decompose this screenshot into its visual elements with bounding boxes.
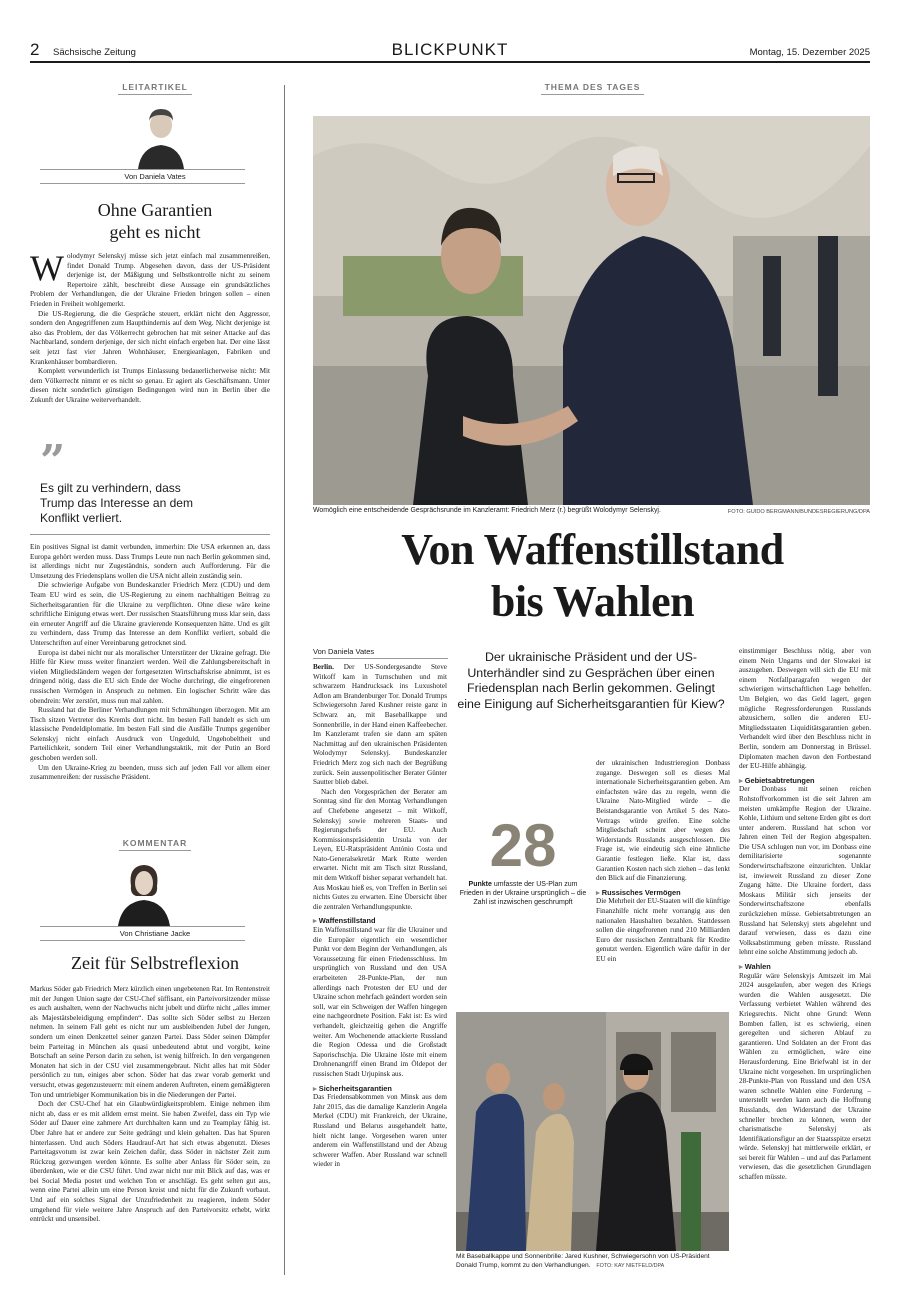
subhead-russisches-vermoegen: ▸ Russisches Vermögen (596, 888, 730, 898)
photo-caption: Womöglich eine entscheidende Gesprächsrunde im Kanzleramt: Friedrich Merz (r.) begrüßt Wolodymyr Selenskyj. (313, 507, 661, 514)
pull-quote (40, 436, 270, 526)
deck: Der ukrainische Präsident und der US-Unterhändler sind zu Gesprächen über einen Friedensplan nach Berlin gekommen. Gelingt eine Einigung auf Sicherheitsgarantien für Kiew? (457, 650, 725, 711)
main-headline-line-2: bis Wahlen (490, 577, 695, 626)
thema-c1-para-2: Nach den Vorgesprächen der Berater am Sonntag sind für den Montag Verhandlungen auf Chefebene angesetzt – mit Witkoff, Selenskyj sowie mehreren Staats- und Regierungschefs der EU. Auch Kommissionspräsidentin Ursula von der Leyen, EU-Ratspräsident António Costa und Nato-Generalsekretär Mark Rutte werden erwartet. Nicht mit am Tisch sitzt Russland, mit dem Witkoff bisher separat verhandelt hat. Aus Moskau hieß es, von Treffen in Berlin sei nichts Gutes zu erwarten. Eine Übersicht über die zentralen Verhandlungspunkte. (313, 787, 447, 911)
thema-c3-para-1: einstimmiger Beschluss nötig, aber von einem Nein Ungarns und der Slowakei ist auszugehen. Deswegen will sich die EU mit einem Notfallparagrafen wegen der schwierigen wirtschaftlichen Lage behelfen. Um Belgien, wo das Geld lagert, gegen mögliche Regressforderungen Russlands abzusichern, sollen die anderen EU-Mitgliedsstaaten Liquiditätsgarantien geben. Verhandelt wird über den Beschluss nicht in Berlin, sondern am Donnerstag in Brüssel. Diplomaten machen davon den Fortbestand der EU-Hilfe abhängig. (739, 647, 871, 771)
thema-byline: Von Daniela Vates (313, 647, 375, 656)
avatar-daniela-vates (133, 103, 189, 169)
thema-byline-rule (313, 658, 448, 659)
avatar-christiane-jacke (114, 860, 174, 926)
leitartikel-para-6: Europa ist dabei nicht nur als moralischer Unterstützer der Ukraine gefragt. Die Hilfe für Kiew muss weiter finanziert werden. Weil die Zahlungsbereitschaft in vielen Mitgliedsländern wegen der fortgesetzten Wirtschaftskrise abnimmt, ist es dringend nötig, dass die EU sich Ende der Woche durchringt, die eingefrorenen russischen Vermögen in Anspruch zu nehmen. Ein logischer Schritt wäre das obendrein: Wer zerstört, muss nun mal zahlen. (30, 648, 270, 705)
header-rule (30, 61, 870, 63)
issue-date: Montag, 15. Dezember 2025 (749, 47, 870, 58)
kicker-kommentar: KOMMENTAR (30, 838, 280, 851)
byline-rule (40, 169, 245, 170)
byline-leitartikel: Von Daniela Vates (124, 172, 186, 181)
second-photo-caption-text: Mit Baseballkappe und Sonnenbrille: Jared Kushner, Schwiegersohn von US-Präsident Donald Trump, kommt zu den Verhandlungen. (456, 1253, 710, 1269)
kommentar-para-2: Doch der CSU-Chef hat ein Glaubwürdigkeitsproblem. Einige nehmen ihm nicht ab, dass er es mit alldem ernst meint. Sie haben Zweifel, dass ein Typ wie Söder auf Dauer eine zahmere Art durchhalten kann und zu Teamplay fähig ist. Über Jahre hat er andere zur Seite gedrängt und klein gehalten. Das hat Spuren hinterlassen. Und auch Söders Haudrauf-Art hat sich etwas abgenutzt. Dieses Parteitagsvotum ist zwar kein Zeichen dafür, dass Söder in nächster Zeit zum Rückzug gezwungen werden könnte. Es sollte aber Anlass für Söder sein, zu überdenken, wie er die CSU führt. Und zwar nicht nur mit Blick auf das, was er bei Social Media postet und welchen Ton er anschlägt. Es geht selten gut aus, wenn eine Partei allein um eine Person kreist und nicht für die Zukunft vorbaut. Und auf ein solches Signal der Unzufriedenheit zu reagieren, indem Söder umgehend für viele weitere Jahre Anspruch auf den Parteivorsitz erhebt, wirkt entrückt und unsensibel. (30, 1100, 270, 1224)
thema-c1-para-1: Der US-Sondergesandte Steve Witkoff kam in Turnschuhen und mit schwarzem Handrucksack ins Luxushotel Adlon am Brandenburger Tor. Donald Trumps Schwiegersohn Jared Kushner reiste ganz in Schwarz an, mit Baseballkappe und Sonnenbrille, in der Hand einen Kaffeebecher. Im Kanzleramt trafen sie dann am späten Nachmittag auf den ukrainischen Präsidenten Wolodymyr Selenskyj. Bundeskanzler Friedrich Merz zog sich nach der Begrüßung zurück. Sein aussenpolitischer Berater Günter Sautter blieb dabei. (313, 663, 447, 787)
thema-col-2 (596, 759, 730, 964)
leitartikel-para-2: Die US-Regierung, die die Gespräche steuert, erklärt nicht den Aggressor, sondern den Angegriffenen zum Haupthindernis auf dem Weg. Nicht derjenige ist also das Problem, der das Völkerrecht gebrochen hat mit seiner Attacke auf das Nachbarland, sondern derjenige, der sich nicht einfach ergeben hat. Der eine lässt seit jetzt fast vier Jahren Wohnhäuser, Energieanlagen, Fabriken und Krankenhäuser bombardieren. (30, 309, 270, 366)
main-photo (313, 116, 870, 505)
big-number: 28 (489, 812, 557, 879)
subhead-sicherheitsgarantien: ▸ Sicherheitsgarantien (313, 1084, 447, 1094)
leitartikel-body-top (30, 248, 270, 406)
second-photo-caption (456, 1253, 729, 1270)
section-title: BLICKPUNKT (391, 40, 509, 59)
main-headline-line-1: Von Waffenstillstand (401, 525, 784, 574)
dropcap: W (30, 248, 64, 288)
main-headline (300, 524, 885, 628)
big-number-caption-bold: Punkte (468, 881, 492, 888)
headline-leitartikel (30, 199, 280, 243)
byline-rule-4 (40, 940, 245, 941)
subhead-gebietsabtretungen: ▸ Gebietsabtretungen (739, 776, 871, 786)
big-number-caption-text: umfasste der US-Plan zum Frieden in der Ukraine ursprünglich – die Zahl ist inzwischen geschrumpft (459, 881, 587, 906)
thema-c3-para-3: Regulär wäre Selenskyjs Amtszeit im Mai 2024 ausgelaufen, aber wegen des Kriegs wurden die Wahlen ausgesetzt. Die Verfassung verbietet Wahlen während des Kriegsrechts. Nicht ohne Grund: Wenn Bomben fallen, ist es schwierig, einen geregelten und sicheren Ablauf zu garantieren. Und Soldaten an der Front das Wählen zu ermöglichen, wäre eine Herausforderung. Eine Briefwahl ist in der Ukraine nicht vorgesehen. Im ursprünglichen 28-Punkte-Plan von Russland und den USA waren schnelle Wahlen eine Forderung – unterstellt werden kann auch die Hoffnung Russlands, den Widerstand der Ukraine schneller brechen zu können, wenn der charismatische Selenskyj als Identifikationsfigur an der Staatsspitze ersetzt würde. Selenskyj hat mittlerweile erklärt, er sei bereit für Wahlen – und auf das Parlament verwiesen, das die gesetzlichen Grundlagen schaffen müsste. (739, 971, 871, 1182)
thema-c3-para-2: Der Donbass mit seinen reichen Rohstoffvorkommen ist die seit Jahren am meisten umkämpfte Region der Ukraine. Kohle, Lithium und seltene Erden gibt es dort unter anderem. Russland hat schon vor Jahren einen Teil der Region abgespalten. Die USA schlugen nun vor, im Donbass eine demilitarisierte sogenannte Sonderwirtschaftszone einzurichten. Unklar ist, inwieweit Russland zu dieser Zone Zugang hätte. Die Ukraine fordert, dass Moskaus Militär sich jenseits der Sonderwirtschaftszone ebenfalls zurückziehen müsse. Gebietsabtretungen an Russland hat Selenskyj stets abgelehnt und darauf verwiesen, dass es dazu eine Volksabstimmung geben müsste. Russland lehnt eine solche Abstimmung jedoch ab. (739, 785, 871, 957)
quote-mark-icon: ” (40, 436, 66, 487)
leitartikel-body-bottom (30, 543, 270, 783)
byline-rule-2 (40, 183, 245, 184)
quote-rule (30, 534, 270, 535)
headline-line-1: Ohne Garantien (97, 200, 213, 220)
big-number-caption (458, 880, 588, 907)
kicker-thema: THEMA DES TAGES (300, 82, 885, 95)
second-photo-credit: FOTO: KAY NIETFELD/DPA (596, 1262, 665, 1269)
paper-name: Sächsische Zeitung (53, 47, 136, 58)
leitartikel-para-3: Komplett verwunderlich ist Trumps Einlassung bedauerlicherweise nicht: Mit dem Völkerrecht nimmt er es nicht so genau. Er agiert als Geschäftsmann. Unter diesen nicht sonderlich günstigen Bedingungen wird nun in Berlin über die Zukunft der Ukraine weiterverhandelt. (30, 367, 270, 404)
thema-col-1 (313, 663, 447, 1170)
kommentar-body (30, 985, 270, 1225)
column-divider (284, 85, 285, 1275)
leitartikel-para-1: olodymyr Selenskyj müsse sich jetzt einfach mal zusammenreißen, findet Donald Trump. Abgesehen davon, dass der US-Präsident derjenige ist, der Mäßigung und Selbstkontrolle nicht zu seinem Repertoire zählt, beschreibt diese Aussage ein grundsätzliches Problem der Verhandlungen, die der Ukraine Frieden bringen sollen – einen Frieden in Freiheit wohlgemerkt. (30, 252, 270, 308)
headline-line-2: geht es nicht (109, 222, 201, 242)
kommentar-para-1: Markus Söder gab Friedrich Merz kürzlich einen ungebetenen Rat. Im Rentenstreit mit der Jungen Union sagte der CSU-Chef süffisant, ein Parteivorsitzender müsse es auch aushalten, wenn der Nachwuchs nicht jubelt und dürfte nicht „alles immer als Majestätsbeleidigung empfinden“. Das sollte sich Söder selbst zu Herzen nehmen. In seinem Fall geht es nicht nur um ausbleibenden Jubel der Jungen, sondern um einen Denkzettel seiner ganzen Partei. Dass Söder seinen Dämpfer beim Parteitag in München als quasi unbedeutend abtut und vorgibt, keine Botschaft an seine Person darin zu sehen, ist wenig hilfreich. In den vergangenen Monaten hat sich in der CSU viel zusammengebraut. Nicht alles hat mit Söder persönlich zu tun, einiges aber schon. Söder hat das zwar vorab gemerkt und versucht, etwas gegenzusteuern: mit einem anderen Auftreten, einem gemäßigteren Ton und umtriebiger Kommunikation bis in die Niederungen der Partei. (30, 985, 270, 1099)
thema-c2-para-1: der ukrainischen Industrieregion Donbass zugange. Deswegen soll es dieses Mal internationale Sicherheitsgarantien geben. Am einfachsten wäre das zu regeln, wenn die Ukraine Nato-Mitglied würde – die Beistandsgarantie von Artikel 5 des Nato-Vertrags würde greifen. Eine solche Mitgliedschaft scheint aber wegen des Widerstands Russlands ausgeschlossen. Die Frage ist, wie eindeutig sich eine ähnliche Garantie festlegen ließe. Klar ist, dass Garantien Kosten nach sich ziehen – das lenkt den Blick auf die Finanzierung. (596, 759, 730, 883)
byline-rule-3 (40, 926, 245, 927)
thema-c1-para-4: Das Friedensabkommen von Minsk aus dem Jahr 2015, das die damalige Kanzlerin Angela Merkel (CDU) mit Frankreich, der Ukraine, Russland und Belarus ausgehandelt hatte, hielt nicht lange. Vorgesehen waren unter anderem ein Waffenstillstand und der Abzug schwerer Waffen. Aber Russland war schnell wieder in (313, 1093, 447, 1169)
photo-credit: FOTO: GUIDO BERGMANN/BUNDESREGIERUNG/DPA (727, 509, 870, 515)
headline-kommentar: Zeit für Selbstreflexion (71, 953, 239, 973)
page-number: 2 (30, 40, 40, 59)
subhead-waffenstillstand: ▸ Waffenstillstand (313, 916, 447, 926)
thema-col-3 (739, 647, 871, 1183)
second-photo (456, 1012, 729, 1251)
dateline: Berlin. (313, 663, 334, 671)
leitartikel-para-5: Die schwierige Aufgabe von Bundeskanzler Friedrich Merz (CDU) und dem Team EU wird es sein, die US-Regierung zu einem nachhaltigen Beitrag zu Sicherheitsgarantien für die Ukraine zu verpflichten. Ohne diese wäre keine schriftliche Einigung etwas wert. Der russischen Staatsführung muss klar sein, dass ein erneuter Angriff auf die Ukraine gravierende Konsequenzen hätte. Und es gilt zu verhindern, dass Trump das Interesse an dem Konflikt verliert, sobald die Unterschriften auf einer Vereinbarung getrocknet sind. (30, 581, 270, 647)
leitartikel-para-8: Um den Ukraine-Krieg zu beenden, muss sich auf jeden Fall vor allem einer zusammenreißen: der russische Präsident. (30, 763, 270, 782)
leitartikel-para-7: Russland hat die Berliner Verhandlungen mit Schmähungen überzogen. Mit am Tisch sitzen Vertreter des Kremls dort nicht. Im besten Fall handelt es sich um klassische Pendeldiplomatie. Im besten Fall sind die Ausfälle Trumps gegenüber Selenskyj nicht einfach Ausdruck von Ungeduld, Ungehobeltheit und Parteilichkeit, sondern Teil einer Verhandlungstaktik, mit der Putin an Bord geschoben werden soll. (30, 706, 270, 763)
thema-c2-para-2: Die Mehrheit der EU-Staaten will die künftige Finanzhilfe nicht mehr vorrangig aus den nationalen Haushalten bezahlen. Stattdessen sollen die eingefrorenen rund 210 Milliarden Euro der russischen Zentralbank für Kredite genutzt werden. Eigentlich wäre dafür in der EU ein (596, 897, 730, 963)
kicker-leitartikel: LEITARTIKEL (30, 82, 280, 95)
thema-c1-para-3: Ein Waffenstillstand war für die Ukrainer und die Europäer eigentlich ein wesentlicher Punkt vor dem Beginn der Verhandlungen, als Voraussetzung für einen Friedensschluss. Im ursprünglich von Russland und den USA erarbeiteten 28-Punkte-Plan, der nun allerdings nach Protesten der EU und der Ukraine schon mehrfach geändert worden sein soll, war ein Schweigen der Waffen hingegen eine nachgeordnete Position. Fakt ist: Es wird verhandelt, gleichzeitig gehen die Angriffe weiter. Am Wochenende attackierte Russland die Region Odessa und die Großstadt Saporischschja. Die Ukraine löste mit einem Drohnenangriff einen Brand im Öldepot der russischen Stadt Urjupinsk aus. (313, 926, 447, 1078)
byline-kommentar: Von Christiane Jacke (119, 929, 191, 938)
subhead-wahlen: ▸ Wahlen (739, 962, 871, 972)
pull-quote-text: Es gilt zu verhindern, dass Trump das Interesse an dem Konflikt verliert. (40, 481, 193, 525)
leitartikel-para-4: Ein positives Signal ist damit verbunden, immerhin: Die USA erkennen an, dass Europa gehört werden muss. Dass Trumps Leute nun nach Berlin gekommen sind, ist allerdings nicht nur Zugeständnis, sondern auch Aufforderung. Für die Umsetzung des Friedensplans wollen die USA nicht allein zuständig sein. (30, 543, 270, 580)
